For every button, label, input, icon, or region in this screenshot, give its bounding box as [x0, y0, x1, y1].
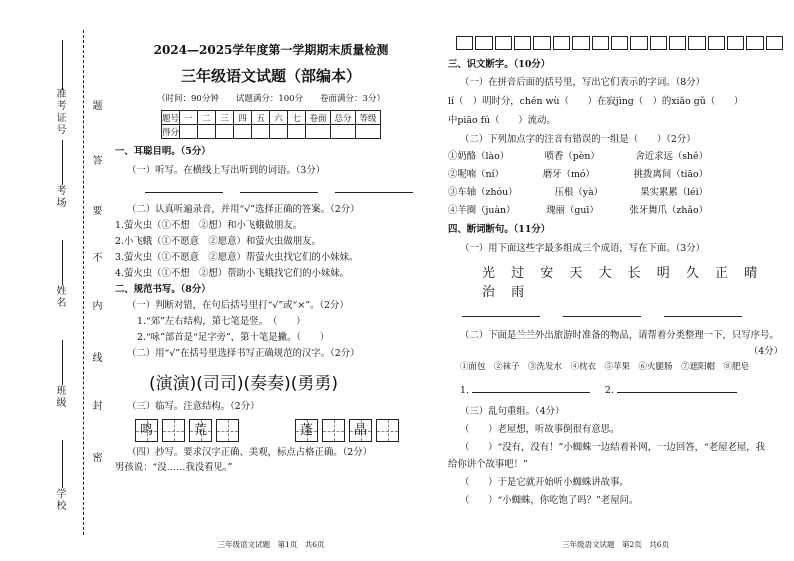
grid-cell[interactable]	[216, 419, 239, 442]
judge-q2: 2.“咏”部首是“足字旁”，第十笔是撇。（ ）	[137, 332, 330, 343]
page-1	[115, 36, 427, 549]
section-4b: （二）下面是兰兰外出旅游时准备的物品，请帮着分类整理一下，只写序号。	[460, 330, 779, 341]
grid-cell: 蓬	[295, 419, 318, 442]
classify-lines	[448, 383, 783, 397]
section-2b: （二）用“√”在括号里选择书写正确规范的汉字。（2分）	[127, 348, 360, 359]
reorder-q2: （ ）“没有，没有！”小蜘蛛一边结着补网，一边回答，“老屋老屋，我	[460, 442, 766, 453]
exam-subtitle: 三年级语文试题（部编本）	[180, 67, 361, 85]
classify-blank[interactable]	[617, 383, 737, 393]
binding-strip	[0, 0, 112, 561]
dictation-blank[interactable]	[240, 183, 318, 193]
classify-blank[interactable]	[472, 383, 590, 393]
score-cell[interactable]	[234, 125, 252, 139]
class-blank	[62, 340, 63, 385]
listen-q3: 3.萤火虫（①不愿意 ②愿意）帮萤火虫找它们的小妹妹。	[115, 252, 359, 263]
section-3a: （一）在拼音后面的括号里，写出它们表示的字词。（8分）	[460, 77, 706, 88]
seal-char-4: 不	[90, 252, 101, 264]
seal-char-5: 内	[90, 300, 101, 312]
section-4a: （一）用下面这些字最多组成三个成语，写在下面。（3分）	[460, 243, 706, 254]
pron-row-1: ①奶酪（lào） 喷香（pèn） 舍近求远（shě）	[448, 151, 708, 162]
section-1a: （一）听写。在横线上写出听到的词语。（3分）	[127, 165, 326, 176]
section-2-title: 二、规范书写。（8分）	[115, 284, 211, 295]
copy-grid	[115, 419, 427, 442]
score-cell[interactable]	[306, 125, 331, 139]
score-cell[interactable]	[331, 125, 356, 139]
exam-room-blank	[62, 140, 63, 185]
score-row-label: 得分	[162, 125, 180, 139]
score-row	[162, 125, 381, 139]
score-header-cell: 二	[198, 111, 216, 125]
seal-char-8: 密	[90, 452, 101, 464]
score-header-cell: 等级	[356, 111, 381, 125]
seal-char-3: 要	[90, 205, 101, 217]
section-1b: （二）认真听遍录音，并用“√”选择正确的答案。（2分）	[127, 204, 360, 215]
seal-line	[83, 30, 84, 535]
dictation-blank[interactable]	[335, 183, 413, 193]
classify-number: 2.	[604, 385, 614, 396]
dictation-lines	[115, 183, 427, 197]
exam-meta: （时间：90分钟 试题满分：100分 卷面满分：3分）	[157, 94, 385, 104]
grid-cell: 荒	[189, 419, 212, 442]
name-blank	[62, 240, 63, 285]
grid-cell: 晶	[349, 419, 372, 442]
top-copy-boxes	[456, 36, 783, 50]
score-header-cell: 五	[252, 111, 270, 125]
listen-q4: 4.萤火虫（①不想 ②想）帮助小飞蛾找它们的小妹妹。	[115, 268, 349, 279]
score-cell[interactable]	[198, 125, 216, 139]
exam-room-label: 考场	[54, 185, 65, 209]
name-label: 姓名	[54, 285, 65, 309]
score-cell[interactable]	[180, 125, 198, 139]
school-label: 学校	[54, 488, 65, 512]
score-header-cell: 七	[288, 111, 306, 125]
listen-q1: 1.萤火虫（①不想 ②想）和小飞蛾做朋友。	[115, 220, 303, 231]
classify-number: 1.	[460, 385, 469, 396]
idiom-blank[interactable]	[462, 307, 540, 317]
section-2a: （一）判断对错，在句后括号里打“√”或“×”。（2分）	[127, 300, 349, 311]
section-2d: （四）抄写。要求汉字正确、美观，标点占格正确。（2分）	[127, 447, 373, 458]
score-cell[interactable]	[270, 125, 288, 139]
section-4b-score: （4分）	[748, 346, 783, 357]
pinyin-line-2: 中piāo fú（ ）流动。	[448, 115, 556, 126]
seal-char-2: 答	[90, 155, 101, 167]
section-2c: （三）临写。注意结构。（2分）	[127, 401, 260, 412]
grid-cell[interactable]	[322, 419, 345, 442]
score-header-cell: 三	[216, 111, 234, 125]
listen-q2: 2.小飞蛾（①不愿意 ②愿意）和萤火虫做朋友。	[115, 236, 321, 247]
score-cell[interactable]	[356, 125, 381, 139]
class-label: 班级	[54, 385, 65, 409]
pinyin-line-1: lí（ ）明时分，chén wù（ ）在寂jìng（ ）的xiǎo gǔ（ ）	[448, 96, 744, 107]
section-3b: （二）下列加点字的注音有错误的一组是（ ）（2分）	[460, 134, 696, 145]
pron-row-4: ④羊圈（juàn） 瑰丽（guī） 张牙舞爪（zhǎo）	[448, 205, 708, 216]
copy-text: 男孩说：“没……我没看见。”	[115, 462, 233, 473]
section-3-title: 三、识文断字。（10分）	[448, 59, 551, 70]
grid-cell[interactable]	[376, 419, 399, 442]
exam-no-label: 准考证号	[54, 88, 65, 136]
score-table	[161, 110, 381, 139]
score-header-cell: 题号	[162, 111, 180, 125]
choose-chars: (演演)(司司)(奏奏)(勇勇)	[149, 374, 339, 394]
section-4-title: 四、断词断句。（11分）	[448, 224, 551, 235]
score-header-row	[162, 111, 381, 125]
score-cell[interactable]	[288, 125, 306, 139]
grid-cell[interactable]	[162, 419, 185, 442]
seal-char-1: 题	[90, 100, 101, 112]
idiom-chars: 光 过 安 天 大 长 明 久 正 晴 治 雨	[482, 266, 764, 300]
score-header-cell: 总分	[331, 111, 356, 125]
score-cell[interactable]	[252, 125, 270, 139]
score-cell[interactable]	[216, 125, 234, 139]
pron-row-2: ②呢喃（ní） 磨牙（mó） 挑拨离间（tiāo）	[448, 169, 708, 180]
exam-no-blank	[62, 40, 63, 90]
seal-char-6: 线	[90, 352, 101, 364]
items-list: ①面包 ②袜子 ③洗发水 ④枕衣 ⑤苹果 ⑥火腿肠 ⑦遮阳帽 ⑧肥皂	[460, 362, 750, 372]
reorder-q3: （ ）于是它就开始听小蜘蛛讲故事。	[460, 477, 629, 488]
score-header-cell: 四	[234, 111, 252, 125]
page-2	[448, 36, 783, 549]
idiom-blank[interactable]	[664, 307, 742, 317]
reorder-q4: （ ）“小蜘蛛，你吃饱了吗？”老屋问。	[460, 495, 639, 506]
section-4c: （三）乱句重组。（4分）	[460, 406, 565, 417]
idiom-blanks	[448, 307, 783, 321]
score-header-cell: 卷面	[306, 111, 331, 125]
pron-row-3: ③车轴（zhóu） 压根（yà） 果实累累（léi）	[448, 187, 708, 198]
score-header-cell: 六	[270, 111, 288, 125]
idiom-blank[interactable]	[563, 307, 641, 317]
score-header-cell: 一	[180, 111, 198, 125]
grid-cell: 鸣	[135, 419, 158, 442]
page-footer: 三年级语文试题 第1页 共6页	[217, 540, 325, 549]
dictation-blank[interactable]	[145, 183, 223, 193]
judge-q1: 1.“郊”左右结构，第七笔是竖。 （ ）	[137, 316, 306, 327]
section-1-title: 一、耳聪目明。（5分）	[115, 146, 211, 157]
school-blank	[62, 440, 63, 488]
reorder-q1: （ ）老屋想，听故事倒很有意思。	[460, 424, 620, 435]
exam-title: 2024—2025学年度第一学期期末质量检测	[153, 43, 389, 57]
seal-char-7: 封	[90, 400, 101, 412]
page-footer: 三年级语文试题 第2页 共6页	[561, 540, 670, 549]
reorder-q2b: 给你讲个故事吧！”	[448, 459, 528, 470]
